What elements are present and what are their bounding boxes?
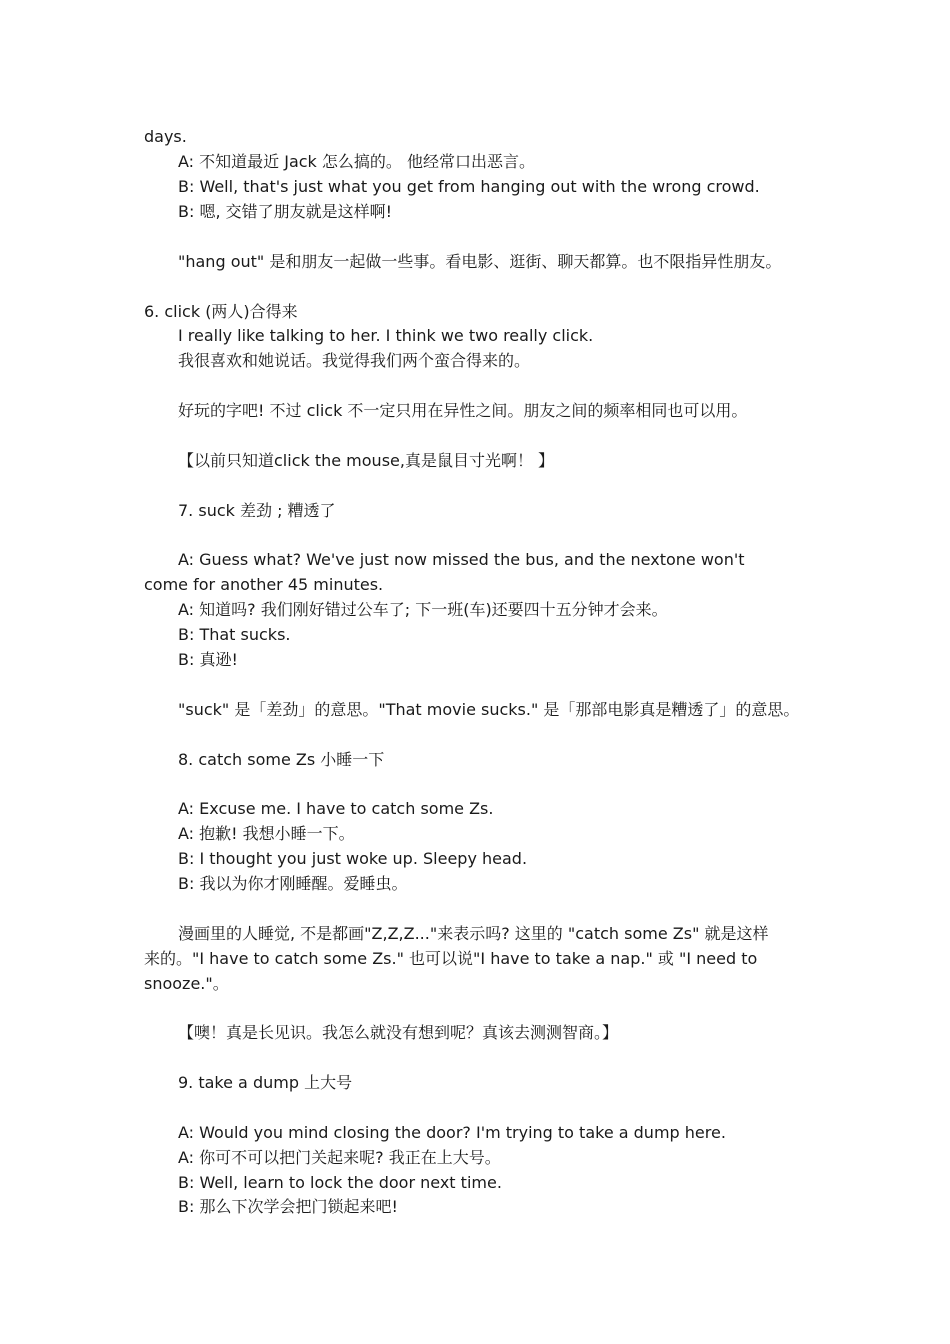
- text-line: B: That sucks.: [178, 625, 291, 644]
- section-heading: 9. take a dump 上大号: [178, 1073, 353, 1092]
- text-line: I really like talking to her. I think we two really click.: [178, 326, 594, 345]
- section-heading: 7. suck 差劲 ; 糟透了: [178, 501, 336, 520]
- text-line: 漫画里的人睡觉, 不是都画"Z,Z,Z..."来表示吗? 这里的 "catch some Zs" 就是这样: [178, 924, 769, 943]
- text-line: A: Guess what? We've just now missed the bus, and the nextone won't: [178, 550, 745, 569]
- text-line: come for another 45 minutes.: [144, 575, 384, 594]
- text-line: 好玩的字吧! 不过 click 不一定只用在异性之间。朋友之间的频率相同也可以用。: [178, 401, 748, 420]
- text-line: A: Excuse me. I have to catch some Zs.: [178, 799, 494, 818]
- text-line: A: 知道吗? 我们刚好错过公车了; 下一班(车)还要四十五分钟才会来。: [178, 600, 668, 619]
- text-line: B: I thought you just woke up. Sleepy head.: [178, 849, 528, 868]
- text-line: B: 我以为你才刚睡醒。爱睡虫。: [178, 874, 408, 893]
- text-line: A: Would you mind closing the door? I'm trying to take a dump here.: [178, 1123, 726, 1142]
- text-line: B: Well, learn to lock the door next time.: [178, 1173, 502, 1192]
- text-line: B: 那么下次学会把门锁起来吧!: [178, 1197, 398, 1216]
- text-line: snooze."。: [144, 974, 229, 993]
- text-line: 来的。"I have to catch some Zs." 也可以说"I have to take a nap." 或 "I need to: [144, 949, 758, 968]
- text-line: A: 你可不可以把门关起来呢? 我正在上大号。: [178, 1148, 501, 1167]
- remark-line: 【以前只知道click the mouse,真是鼠目寸光啊！ 】: [178, 451, 555, 470]
- text-line: 我很喜欢和她说话。我觉得我们两个蛮合得来的。: [178, 351, 531, 370]
- text-line: "hang out" 是和朋友一起做一些事。看电影、逛街、聊天都算。也不限指异性朋友。: [178, 252, 782, 271]
- section-heading: 8. catch some Zs 小睡一下: [178, 750, 385, 769]
- text-line: A: 抱歉! 我想小睡一下。: [178, 824, 355, 843]
- text-line: days.: [144, 127, 187, 146]
- section-heading: 6. click (两人)合得来: [144, 302, 298, 321]
- text-line: "suck" 是「差劲」的意思。"That movie sucks." 是「那部电影真是糟透了」的意思。: [178, 700, 800, 719]
- remark-line: 【噢！真是长见识。我怎么就没有想到呢？真该去测测智商。】: [178, 1023, 619, 1042]
- text-line: B: Well, that's just what you get from hanging out with the wrong crowd.: [178, 177, 760, 196]
- text-line: B: 真逊!: [178, 650, 238, 669]
- text-line: B: 嗯, 交错了朋友就是这样啊!: [178, 202, 393, 221]
- text-line: A: 不知道最近 Jack 怎么搞的。 他经常口出恶言。: [178, 152, 535, 171]
